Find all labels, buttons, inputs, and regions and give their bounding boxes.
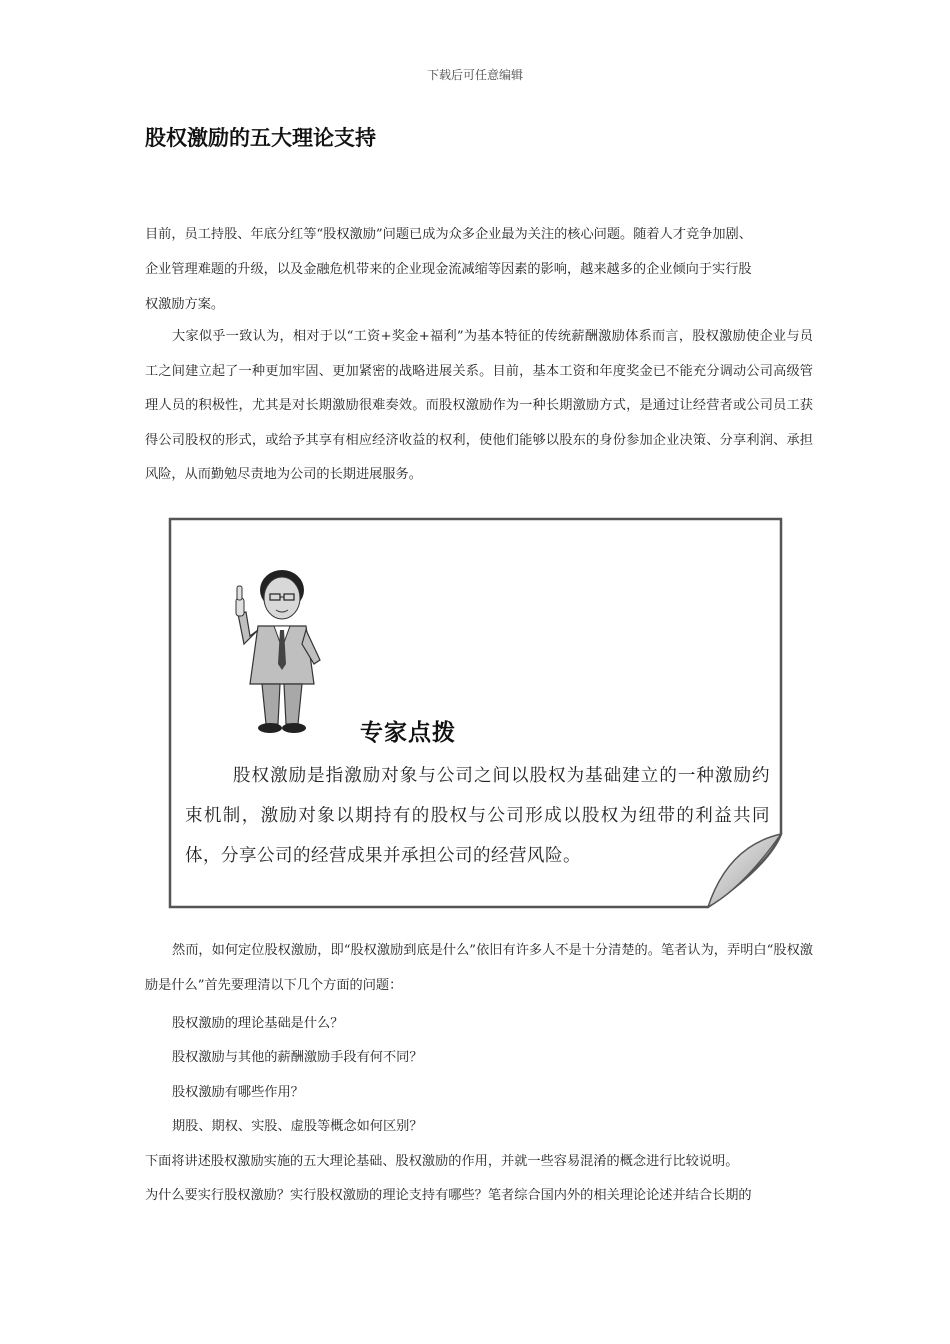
page-title: 股权激励的五大理论支持 <box>145 126 376 150</box>
intro-line-1: 目前，员工持股、年底分红等“股权激励”问题已成为众多企业最为关注的核心问题。随着人才竞争加剧、 <box>145 227 752 242</box>
expert-figure-icon <box>230 564 330 734</box>
summary-line-2: 为什么要实行股权激励？实行股权激励的理论支持有哪些？笔者综合国内外的相关理论论述并结合长期的 <box>145 1188 752 1203</box>
question-2: 股权激励与其他的薪酬激励手段有何不同？ <box>172 1050 423 1065</box>
summary-line-1: 下面将讲述股权激励实施的五大理论基础、股权激励的作用，并就一些容易混淆的概念进行比较说明。 <box>145 1154 739 1169</box>
intro-line-3: 权激励方案。 <box>145 297 225 312</box>
question-4: 期股、期权、实股、虚股等概念如何区别？ <box>172 1119 423 1134</box>
expert-tip-card <box>168 516 784 910</box>
card-text: 股权激励是指激励对象与公司之间以股权为基础建立的一种激励约束机制，激励对象以期持有的股权与公司形成以股权为纽带的利益共同体，分享公司的经营成果并承担公司的经营风险。 <box>185 766 770 866</box>
question-3: 股权激励有哪些作用？ <box>172 1085 304 1100</box>
intro-line-2: 企业管理难题的升级，以及金融危机带来的企业现金流减缩等因素的影响，越来越多的企业倾向于实行股 <box>145 262 752 277</box>
header-note: 下载后可任意编辑 <box>426 68 523 82</box>
card-title: 专家点拨 <box>360 720 456 746</box>
question-1: 股权激励的理论基础是什么？ <box>172 1016 344 1031</box>
paragraph-2: 大家似乎一致认为，相对于以“工资+奖金+福利”为基本特征的传统薪酬激励体系而言，股权激励使企业与员工之间建立起了一种更加牢固、更加紧密的战略进展关系。目前，基本工资和年度奖金已不能充分调动公司高级管理人员的积极性，尤其是对长期激励很难奏效。而股权激励作为一种长期激励方式，是通过让经营者或公司员工获得公司股权的形式，或给予其享有相应经济收益的权利，使他们能够以股东的身份参加企业决策、分享利润、承担风险，从而勤勉尽责地为公司的长期进展服务。 <box>145 329 813 483</box>
paragraph-3: 然而，如何定位股权激励，即“股权激励到底是什么”依旧有许多人不是十分清楚的。笔者认为，弄明白“股权激励是什么”首先要理清以下几个方面的问题： <box>145 943 813 993</box>
